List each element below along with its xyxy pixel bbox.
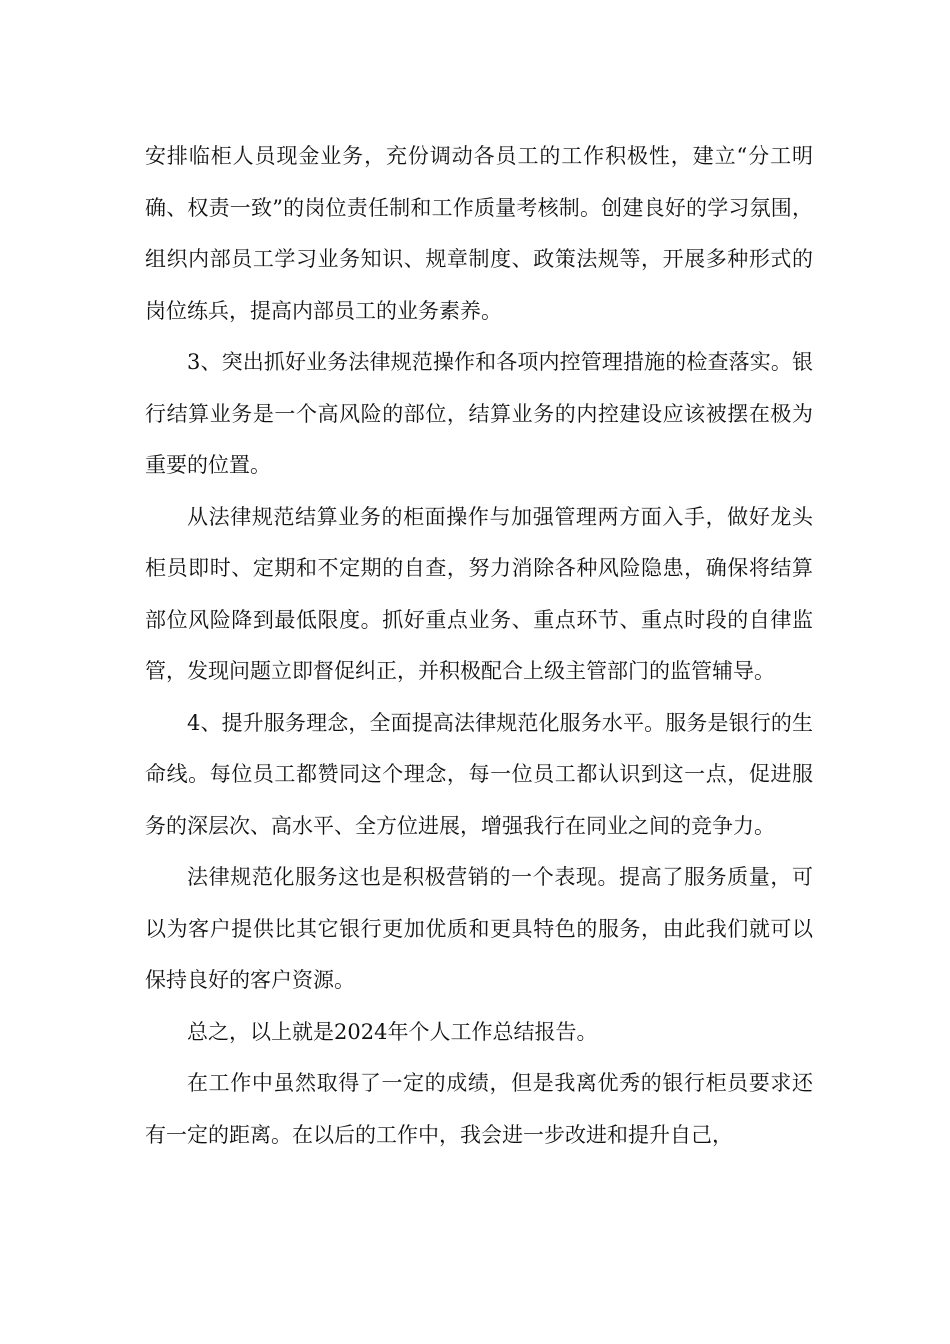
document-body <box>145 131 813 1161</box>
paragraph-marketing: 法律规范化服务这也是积极营销的一个表现。提高了服务质量，可以为客户提供比其它银行更加优质和更具特色的服务，由此我们就可以保持良好的客户资源。 <box>145 865 813 992</box>
paragraph-staff-duties: 安排临柜人员现金业务，充份调动各员工的工作积极性，建立“分工明确、权责一致”的岗位责任制和工作质量考核制。创建良好的学习氛围，组织内部员工学习业务知识、规章制度、政策法规等，开展多种形式的岗位练兵，提高内部员工的业务素养。 <box>145 144 813 323</box>
paragraph-risk-management: 从法律规范结算业务的柜面操作与加强管理两方面入手，做好龙头柜员即时、定期和不定期的自查，努力消除各种风险隐患，确保将结算部位风险降到最低限度。抓好重点业务、重点环节、重点时段的自律监管，发现问题立即督促纠正，并积极配合上级主管部门的监管辅导。 <box>145 504 813 683</box>
paragraph-improvement: 在工作中虽然取得了一定的成绩，但是我离优秀的银行柜员要求还有一定的距离。在以后的工作中，我会进一步改进和提升自己， <box>145 1071 813 1147</box>
paragraph-internal-control: 3、突出抓好业务法律规范操作和各项内控管理措施的检查落实。银行结算业务是一个高风险的部位，结算业务的内控建设应该被摆在极为重要的位置。 <box>145 350 813 477</box>
paragraph-summary: 总之，以上就是2024年个人工作总结报告。 <box>187 1019 598 1044</box>
paragraph-service-concept: 4、提升服务理念，全面提高法律规范化服务水平。服务是银行的生命线。每位员工都赞同这个理念，每一位员工都认识到这一点，促进服务的深层次、高水平、全方位进展，增强我行在同业之间的竞争力。 <box>145 710 813 838</box>
